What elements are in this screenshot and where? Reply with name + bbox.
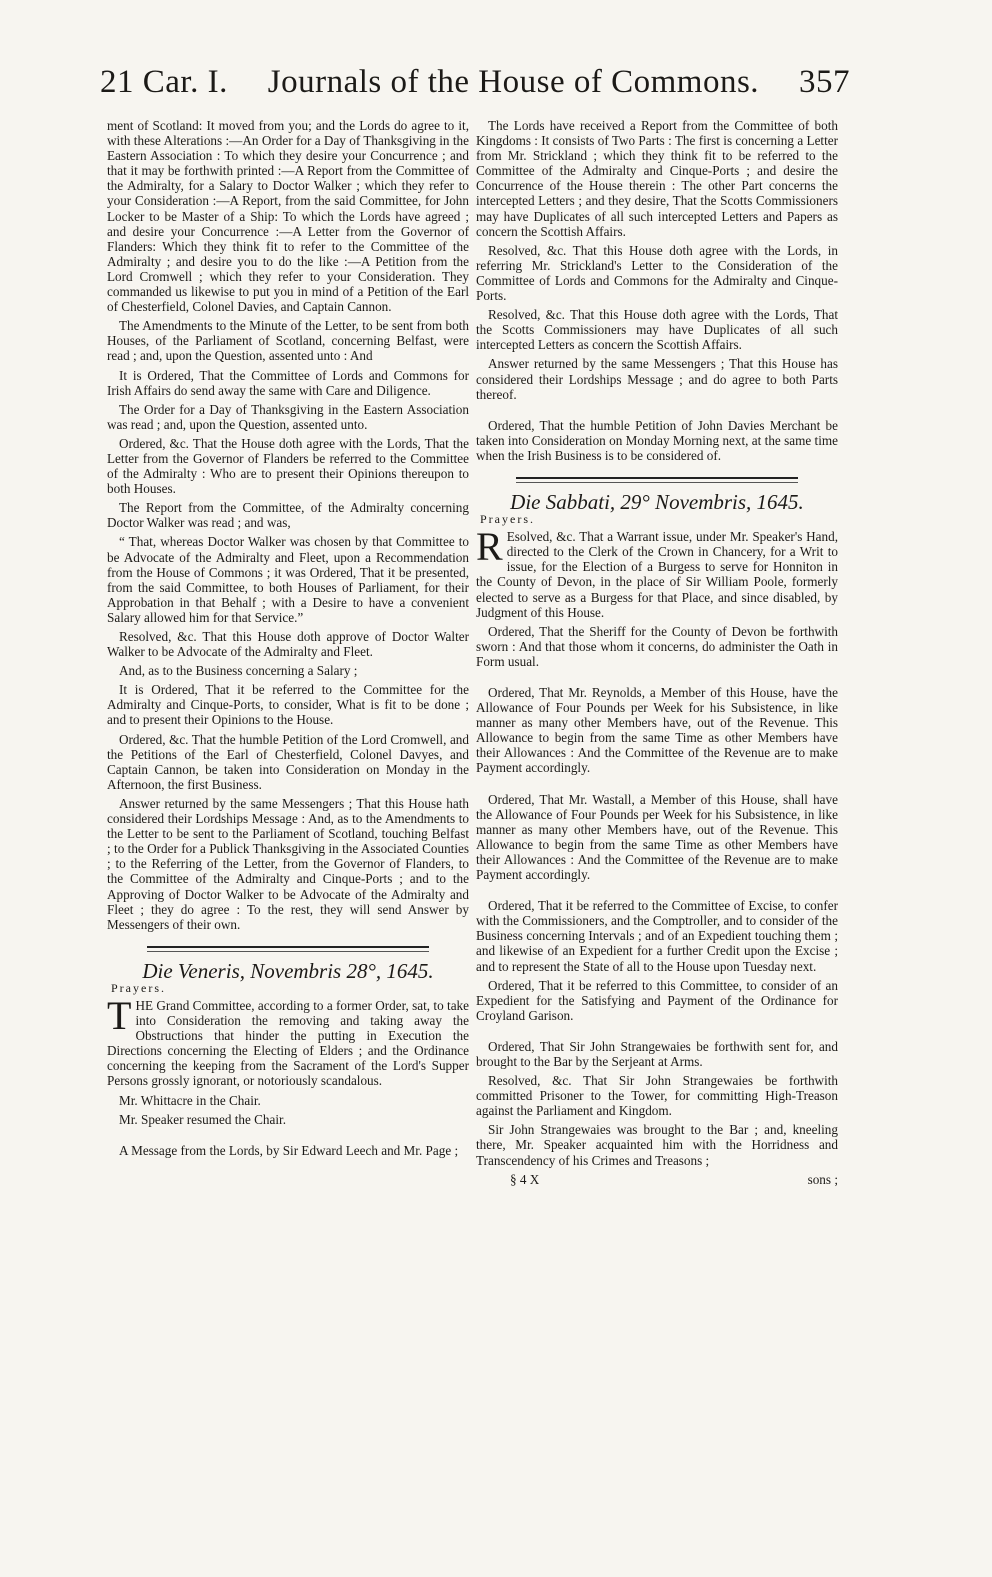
paragraph: Ordered, That Mr. Reynolds, a Member of this House, have the Allowance of Four Pounds per Week for his Subsistence, in like manner as many other Members have, out of the Revenue. This Allowance to begin from the same Time as other Members have their Allowances : And the Committee of the Revenue are to make Payment accordingly. (476, 685, 838, 776)
paragraph: Ordered, &c. That the House doth agree with the Lords, That the Letter from the Governor of Flanders be referred to the Committee of the Admiralty : Who are to present their Opinions thereupon to both Houses. (107, 435, 469, 497)
paragraph: Ordered, &c. That the humble Petition of the Lord Cromwell, and the Petitions of the Earl of Chesterfield, Colonel Davyes, and Captain Cannon, be taken into Consideration on Monday in the Afternoon, the first Business. (107, 731, 469, 792)
paragraph: Answer returned by the same Messengers ; That this House has considered their Lordships Message ; and do agree to both Parts thereof. (476, 356, 838, 402)
page-footer (476, 1172, 838, 1187)
drop-cap: T (107, 992, 132, 1038)
signature-mark: § 4 X (510, 1171, 540, 1187)
paragraph: “ That, whereas Doctor Walker was chosen by that Committee to be Advocate of the Admiralty and Fleet, upon a Recommendation from the House of Commons ; it was Ordered, That it be presented, from the said Committee, to both Houses of Parliament, for their Approbation in that Behalf ; with a Desire to have a convenient Salary allowed him for that Service.” (107, 534, 469, 625)
paragraph (476, 524, 838, 620)
paragraph: Sir John Strangewaies was brought to the Bar ; and, kneeling there, Mr. Speaker acquainted him with the Horridness and Transcendency of his Crimes and Treasons ; (476, 1122, 838, 1168)
section-heading-friday: Die Veneris, Novembris 28°, 1645. (142, 958, 434, 983)
paragraph: Ordered, That the humble Petition of John Davies Merchant be taken into Consideration on Monday Morning next, at the same time when the Irish Business is to be considered of. (476, 417, 838, 463)
section-divider (147, 946, 429, 958)
page-header (100, 64, 850, 116)
paragraph: Resolved, &c. That this House doth approve of Doctor Walter Walker to be Advocate of the Admiralty and Fleet. (107, 629, 469, 660)
paragraph: The Lords have received a Report from the Committee of both Kingdoms : It consists of Two Parts : The first is concerning a Letter from Mr. Strickland ; which they think fit to be referred to the Committee of the Admiralty and Cinque-Ports ; and desire the Concurrence of the House therein : The other Part concerns the intercepted Letters ; and they desire, That the Scotts Commissioners may have Duplicates of all such intercepted Letters and Papers as concern the Scottish Affairs. (476, 118, 838, 239)
paragraph: Ordered, That the Sheriff for the County of Devon be forthwith sworn : And that those whom it concerns, do administer the Oath in Form usual. (476, 623, 838, 669)
section-divider (516, 477, 798, 489)
paragraph: Ordered, That Mr. Wastall, a Member of this House, shall have the Allowance of Four Pounds per Week for his Subsistence, in like manner as many other Members have, out of the Revenue. This Allowance to begin from the same Time as other Members have their Allowances : And the Committee of the Revenue are to make Payment accordingly. (476, 791, 838, 883)
left-column (107, 118, 469, 1162)
section-heading-saturday: Die Sabbati, 29° Novembris, 1645. (510, 489, 804, 514)
paragraph: Resolved, &c. That this House doth agree with the Lords, That the Scotts Commissioners may have Duplicates of all such intercepted Letters as concern the Scottish Affairs. (476, 307, 838, 353)
page-number: 357 (799, 64, 850, 100)
paragraph: A Message from the Lords, by Sir Edward Leech and Mr. Page ; (119, 1142, 459, 1158)
prayers-label: Prayers. (111, 980, 166, 995)
paragraph: It is Ordered, That the Committee of Lords and Commons for Irish Affairs do send away the same with Care and Diligence. (107, 367, 469, 398)
paragraph: ment of Scotland: It moved from you; and the Lords do agree to it, with these Alterations :—An Order for a Day of Thanksgiving in the Eastern Association : To which they desire your Concurrence ; and that it may be forthwith printed :—A Report from the Committee of the Admiralty, for a Salary to Doctor Walker ; which they refer to your Consideration :—A Report, from the said Committee, for John Locker to be Master of a Ship: To which the Lords have agreed ; and desire your Concurrence :—A Letter from the Governor of Flanders: Which they think fit to refer to the Committee of the Admiralty ; and desire you to do the like :—A Petition from the Lord Cromwell ; which they refer to your Consideration. They commanded us likewise to put you in mind of a Petition of the Earl of Chesterfield, Colonel Davies, and Captain Cannon. (107, 118, 469, 315)
regnal-year: 21 Car. I. (100, 64, 228, 100)
drop-cap: R (476, 524, 503, 570)
paragraph: Ordered, That it be referred to this Committee, to consider of an Expedient for the Satisfying and Payment of the Ordinance for Croyland Garison. (476, 977, 838, 1023)
paragraph-text: Esolved, &c. That a Warrant issue, under Mr. Speaker's Hand, directed to the Clerk of the Crown in Chancery, for a Writ to issue, for the Election of a Burgess to serve for Honniton in the County of Devon, in the place of Sir William Poole, formerly elected to serve as a Burgess for that Place, and since disabled, by Judgment of this House. (476, 529, 838, 620)
paragraph (107, 992, 469, 1089)
paragraph: The Report from the Committee, of the Admiralty concerning Doctor Walker was read ; and was, (107, 500, 469, 531)
paragraph: The Amendments to the Minute of the Letter, to be sent from both Houses, of the Parliament of Scotland, concerning Belfast, were read ; and, upon the Question, assented unto : And (107, 318, 469, 364)
right-column (476, 118, 838, 1187)
paragraph: Ordered, That Sir John Strangewaies be forthwith sent for, and brought to the Bar by the Serjeant at Arms. (476, 1038, 838, 1069)
paragraph: Resolved, &c. That this House doth agree with the Lords, in referring Mr. Strickland's Letter to the Consideration of the Committee of Lords and Commons for the Admiralty and Cinque-Ports. (476, 242, 838, 304)
prayers-label: Prayers. (480, 512, 535, 527)
journal-title: Journals of the House of Commons. (267, 64, 760, 100)
paragraph-text: HE Grand Committee, according to a former Order, sat, to take into Consideration the removing and taking away the Obstructions that hinder the putting in Execution the Directions concerning the Electing of Elders ; and the Ordinance concerning the keeping from the Sacrament of the Lord's Supper Persons grossly ignorant, or notoriously scandalous. (107, 997, 469, 1089)
paragraph: Mr. Whittacre in the Chair. (119, 1092, 261, 1108)
paragraph: Answer returned by the same Messengers ; That this House hath considered their Lordships Message : And, as to the Amendments to the Letter to be sent to the Parliament of Scotland, touching Belfast ; to the Order for a Publick Thanksgiving in the Associated Counties ; to the Referring of the Letter, from the Governor of Flanders, to the Committee of the Admiralty and Cinque-Ports ; and to the Approving of Doctor Walker to be Advocate of the Admiralty and Fleet ; they do agree : To the rest, they will send Answer by Messengers of their own. (107, 795, 469, 932)
paragraph: It is Ordered, That it be referred to the Committee for the Admiralty and Cinque-Ports, to consider, What is fit to be done ; and to present their Opinions to the House. (107, 682, 469, 728)
paragraph: The Order for a Day of Thanksgiving in the Eastern Association was read ; and, upon the Question, assented unto. (107, 401, 469, 432)
paragraph: Ordered, That it be referred to the Committee of Excise, to confer with the Commissioners, and the Comptroller, and to consider of the Business concerning Intervals ; and of an Expedient touching them ; and likewise of an Expedient for a further Credit upon the Excise ; and to represent the State of all to the House upon Tuesday next. (476, 898, 838, 974)
catchword: sons ; (807, 1171, 838, 1187)
paragraph: Resolved, &c. That Sir John Strangewaies be forthwith committed Prisoner to the Tower, for committing High-Treason against the Parliament and Kingdom. (476, 1073, 838, 1119)
paragraph: And, as to the Business concerning a Salary ; (119, 663, 358, 679)
paragraph: Mr. Speaker resumed the Chair. (119, 1111, 286, 1127)
